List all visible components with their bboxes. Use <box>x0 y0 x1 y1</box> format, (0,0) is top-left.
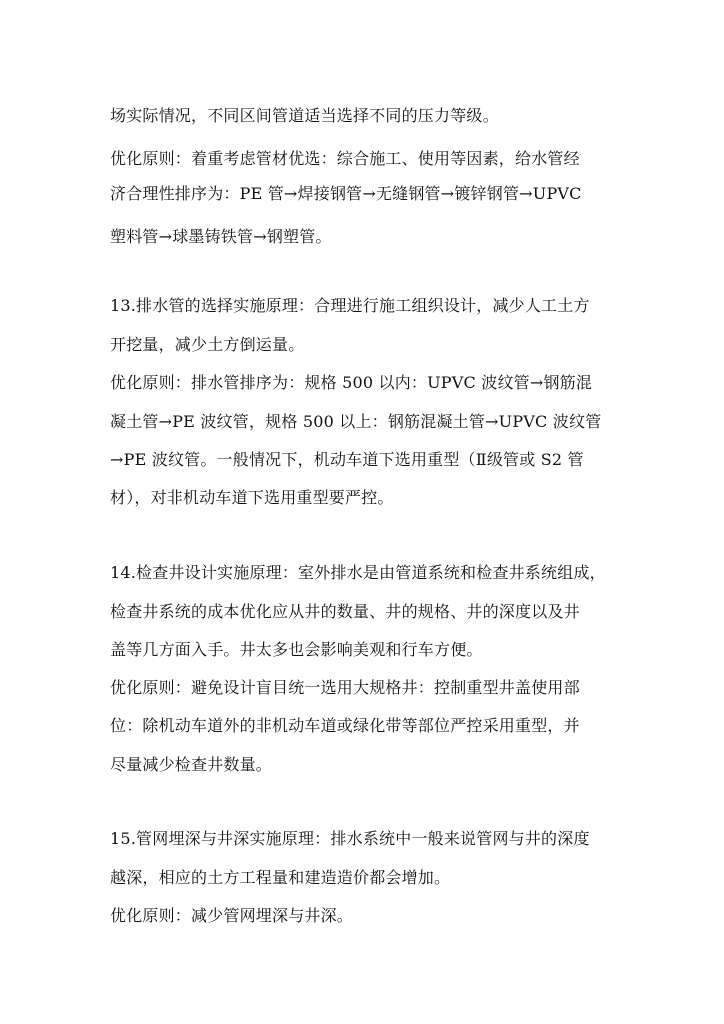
text-line: 14.检查井设计实施原理：室外排水是由管道系统和检查井系统组成， <box>110 563 606 582</box>
text-line: 济合理性排序为：PE 管→焊接钢管→无缝钢管→镀锌钢管→UPVC <box>110 184 582 203</box>
text-line: 盖等几方面入手。井太多也会影响美观和行车方便。 <box>110 640 483 659</box>
text-line: 塑料管→球墨铸铁管→钢塑管。 <box>110 227 332 246</box>
text-line: 检查井系统的成本优化应从井的数量、井的规格、井的深度以及井 <box>110 602 580 621</box>
text-line: 优化原则：着重考虑管材优选：综合施工、使用等因素，给水管经 <box>110 149 580 168</box>
text-line: 尽量减少检查井数量。 <box>110 755 273 774</box>
text-line: 优化原则：排水管排序为：规格 500 以内：UPVC 波纹管→钢筋混 <box>110 373 593 392</box>
text-line: 优化原则：避免设计盲目统一选用大规格井：控制重型井盖使用部 <box>110 678 580 697</box>
text-line: 13.排水管的选择实施原理：合理进行施工组织设计，减少人工土方 <box>110 296 590 315</box>
text-line: 材），对非机动车道下选用重型要严控。 <box>110 488 394 507</box>
text-line: 场实际情况，不同区间管道适当选择不同的压力等级。 <box>110 106 499 125</box>
text-line: 开挖量，减少土方倒运量。 <box>110 335 305 354</box>
text-line: 越深，相应的土方工程量和建造造价都会增加。 <box>110 868 451 887</box>
text-line: 15.管网埋深与井深实施原理：排水系统中一般来说管网与井的深度 <box>110 829 590 848</box>
text-line: 优化原则：减少管网埋深与井深。 <box>110 906 354 925</box>
text-line: 凝土管→PE 波纹管，规格 500 以上：钢筋混凝土管→UPVC 波纹管 <box>110 412 602 431</box>
text-line: →PE 波纹管。一般情况下，机动车道下选用重型（Ⅱ级管或 S2 管 <box>110 450 584 469</box>
text-line: 位：除机动车道外的非机动车道或绿化带等部位严控采用重型，并 <box>110 716 580 735</box>
